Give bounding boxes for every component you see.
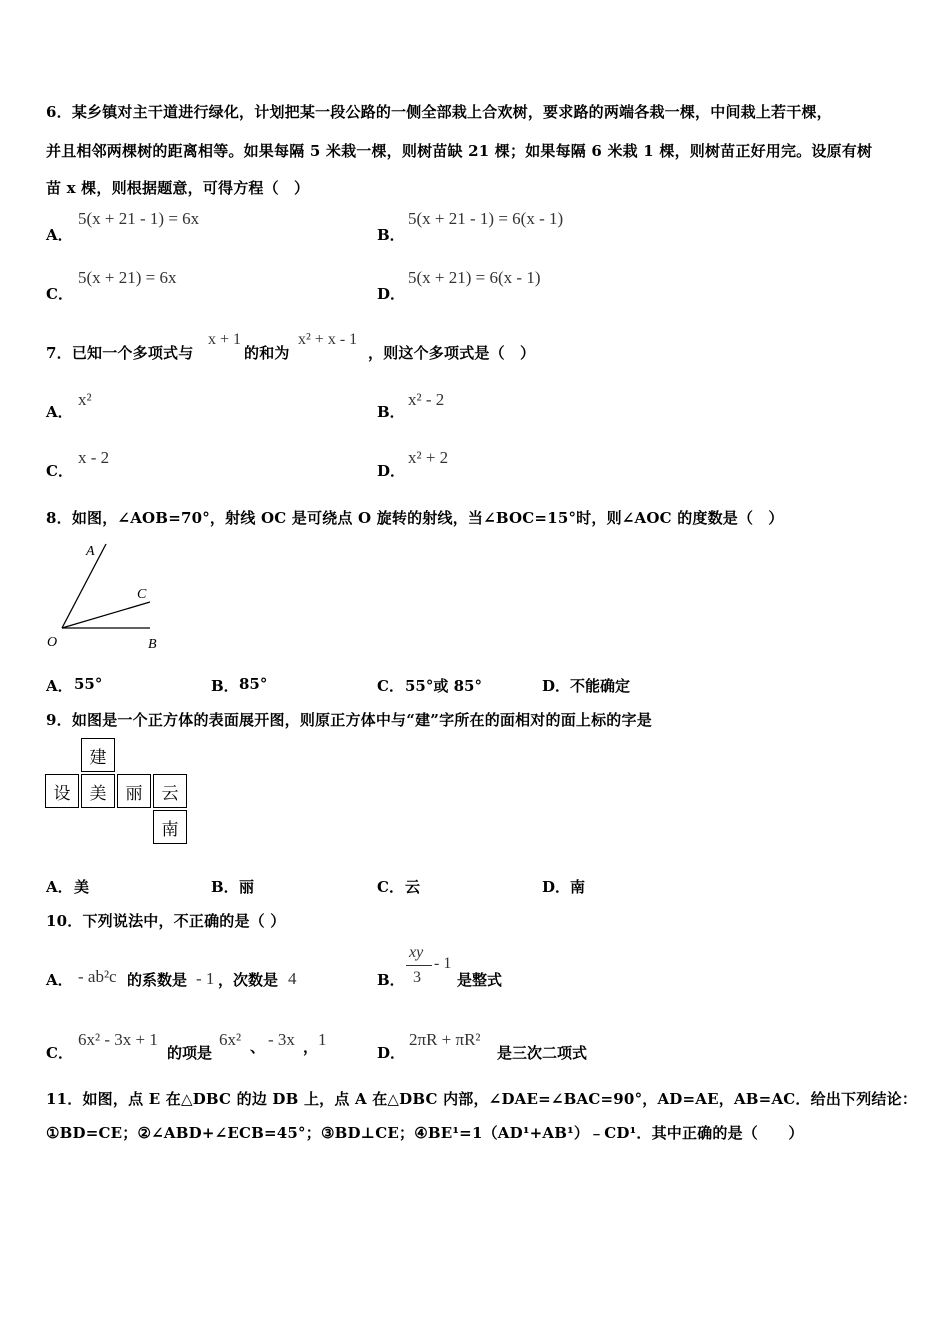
ray-oc bbox=[62, 602, 150, 628]
q8-angle-figure bbox=[44, 536, 174, 656]
q10-c-sep1: 、 bbox=[250, 1038, 266, 1056]
q10-c-sep2: ， bbox=[303, 1038, 319, 1056]
q10-b-fraction-bar bbox=[406, 965, 432, 966]
q6-option-d-expr: 5(x + 21) = 6(x - 1) bbox=[408, 268, 541, 287]
q6-line1: 6．某乡镇对主干道进行绿化，计划把某一段公路的一侧全部栽上合欢树，要求路的两端各栽一棵，中间栽上若干棵， bbox=[46, 103, 832, 121]
q9-option-d-label: D． bbox=[542, 878, 571, 896]
net-cell-jian: 建 bbox=[81, 738, 115, 772]
net-cell-nan: 南 bbox=[153, 810, 187, 844]
q10-text: 10．下列说法中，不正确的是（ ） bbox=[46, 912, 286, 930]
q10-c-expr4: 1 bbox=[318, 1030, 327, 1049]
q7-expr1: x + 1 bbox=[208, 331, 242, 348]
q8-option-c-label: C． bbox=[377, 677, 404, 695]
q7-text-part2: 的和为 bbox=[244, 344, 290, 362]
q7-option-d-expr: x² + 2 bbox=[408, 448, 449, 467]
q7-option-d-label: D． bbox=[377, 462, 406, 480]
q7-text-part1: 7．已知一个多项式与 bbox=[46, 344, 194, 362]
q9-option-a-text: 美 bbox=[74, 878, 90, 896]
q6-option-b-label: B． bbox=[377, 226, 405, 244]
q10-a-expr1: - ab²c bbox=[78, 967, 117, 986]
q10-option-d-label: D． bbox=[377, 1044, 406, 1062]
q9-option-c-text: 云 bbox=[405, 878, 421, 896]
q10-c-expr1: 6x² - 3x + 1 bbox=[78, 1030, 158, 1049]
point-o-label: O bbox=[47, 635, 58, 650]
q6-option-c-label: C． bbox=[46, 285, 73, 303]
q10-b-denominator: 3 bbox=[413, 969, 421, 986]
q9-option-a-label: A． bbox=[46, 878, 73, 896]
q7-option-c-expr: x - 2 bbox=[78, 448, 110, 467]
q10-c-expr3: - 3x bbox=[268, 1030, 295, 1049]
q10-c-text1: 的项是 bbox=[167, 1044, 213, 1062]
q8-option-b-label: B． bbox=[211, 677, 239, 695]
q8-option-d-text: 不能确定 bbox=[570, 677, 631, 695]
q8-option-b-text: 85° bbox=[239, 675, 268, 693]
q6-option-b-expr: 5(x + 21 - 1) = 6(x - 1) bbox=[408, 209, 564, 228]
q9-option-c-label: C． bbox=[377, 878, 404, 896]
q10-a-text1: 的系数是 bbox=[127, 971, 188, 989]
point-a-label: A bbox=[86, 544, 95, 559]
q8-option-a-text: 55° bbox=[74, 675, 103, 693]
point-b-label: B bbox=[148, 637, 157, 652]
net-cell-yun: 云 bbox=[153, 774, 187, 808]
q8-option-a-label: A． bbox=[46, 677, 73, 695]
q10-b-tail: - 1 bbox=[434, 955, 452, 972]
q6-option-a-expr: 5(x + 21 - 1) = 6x bbox=[78, 209, 200, 228]
q10-option-a-label: A． bbox=[46, 971, 73, 989]
q10-option-b-label: B． bbox=[377, 971, 405, 989]
q6-line2: 并且相邻两棵树的距离相等。如果每隔 5 米栽一棵，则树苗缺 21 棵；如果每隔 6 米栽 1 棵，则树苗正好用完。设原有树 bbox=[46, 142, 873, 160]
q7-option-c-label: C． bbox=[46, 462, 73, 480]
q8-option-d-label: D． bbox=[542, 677, 571, 695]
q6-option-a-label: A． bbox=[46, 226, 73, 244]
q10-a-text2: ，次数是 bbox=[218, 971, 279, 989]
q7-expr2: x² + x - 1 bbox=[298, 331, 358, 348]
q8-option-c-text: 55°或 85° bbox=[405, 677, 482, 695]
point-c-label: C bbox=[137, 587, 147, 602]
q10-d-expr1: 2πR + πR² bbox=[409, 1030, 481, 1049]
q10-c-expr2: 6x² bbox=[219, 1030, 242, 1049]
q9-option-d-text: 南 bbox=[570, 878, 586, 896]
q10-option-c-label: C． bbox=[46, 1044, 73, 1062]
q10-d-text1: 是三次二项式 bbox=[497, 1044, 588, 1062]
q6-option-c-expr: 5(x + 21) = 6x bbox=[78, 268, 177, 287]
q6-option-d-label: D． bbox=[377, 285, 406, 303]
q7-option-b-label: B． bbox=[377, 403, 405, 421]
q9-text: 9．如图是一个正方体的表面展开图，则原正方体中与“建”字所在的面相对的面上标的字是 bbox=[46, 711, 652, 729]
q10-b-numerator: xy bbox=[409, 944, 424, 961]
q9-option-b-label: B． bbox=[211, 878, 239, 896]
q8-text: 8．如图，∠AOB=70°，射线 OC 是可绕点 O 旋转的射线，当∠BOC=15°时，则∠AOC 的度数是（ ） bbox=[46, 509, 784, 527]
q7-option-a-label: A． bbox=[46, 403, 73, 421]
q10-b-text: 是整式 bbox=[457, 971, 503, 989]
net-cell-she: 设 bbox=[45, 774, 79, 808]
q10-a-expr3: 4 bbox=[288, 969, 297, 988]
q7-option-b-expr: x² - 2 bbox=[408, 390, 445, 409]
q9-option-b-text: 丽 bbox=[239, 878, 255, 896]
net-cell-mei: 美 bbox=[81, 774, 115, 808]
q11-line2: ①BD=CE；②∠ABD+∠ECB=45°；③BD⊥CE；④BE¹=1（AD¹+AB¹）﹣CD¹．其中正确的是（ ） bbox=[46, 1124, 804, 1142]
q6-line3: 苗 x 棵，则根据题意，可得方程（ ） bbox=[46, 179, 310, 197]
q7-option-a-expr: x² bbox=[78, 390, 92, 409]
ray-oa bbox=[62, 544, 106, 628]
q10-a-expr2: - 1 bbox=[196, 969, 215, 988]
q7-text-part3: ，则这个多项式是（ ） bbox=[368, 344, 536, 362]
net-cell-li: 丽 bbox=[117, 774, 151, 808]
q11-line1: 11．如图，点 E 在△DBC 的边 DB 上，点 A 在△DBC 内部，∠DAE=∠BAC=90°，AD=AE，AB=AC．给出下列结论： bbox=[46, 1090, 918, 1108]
